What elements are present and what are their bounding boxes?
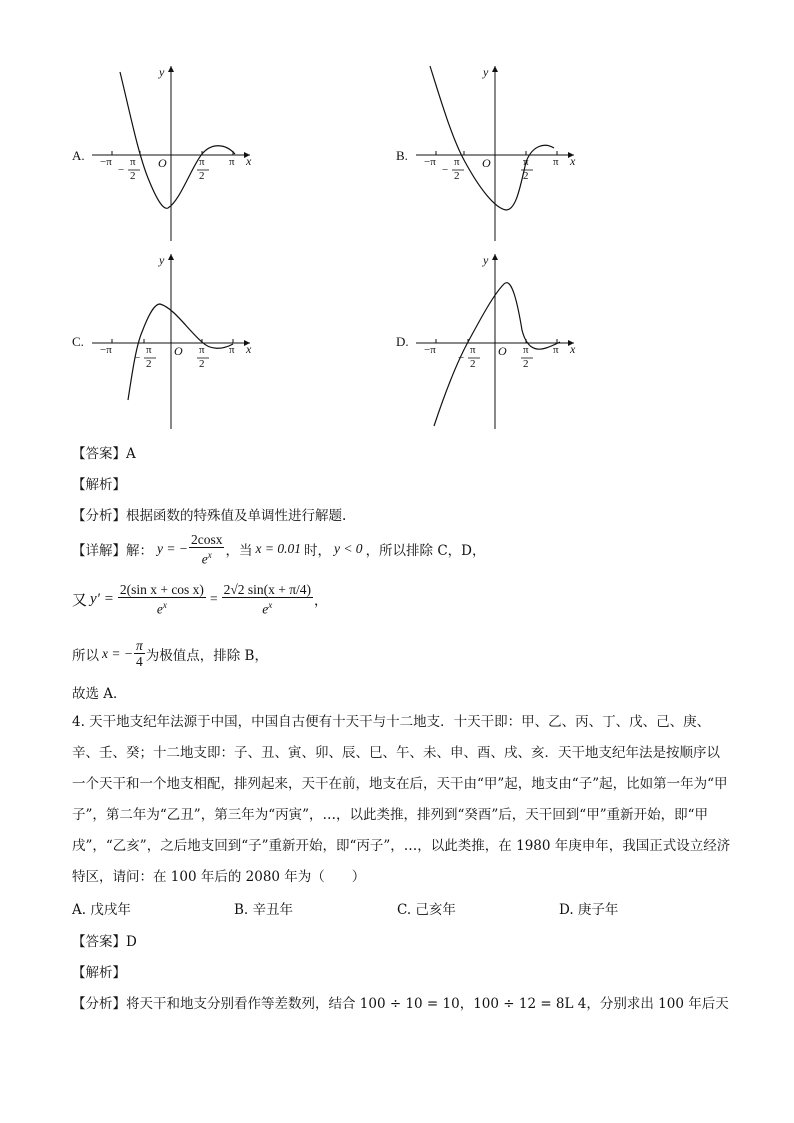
two-den: 2 [146,358,152,370]
pi-label: π [553,156,559,168]
line2-pre: 又 [72,590,88,609]
neg-sign: − [134,352,141,364]
answer-value: A [126,446,136,462]
two-den: 2 [523,170,529,182]
origin-label: O [498,344,507,358]
graph-c-plot [70,246,270,436]
choice-d[interactable]: D. 庚子年 [559,902,619,918]
frac-denominator: $e^x$ [262,600,273,617]
detail-end: ，所以排除 C，D， [365,543,486,560]
q3-extreme-line [72,638,268,669]
origin-label: O [174,344,183,358]
neg-pi-label: −π [424,156,436,168]
q4-analysis-line [72,961,126,981]
line2-yprime: y′ = [90,590,114,607]
line3-fraction [134,638,145,669]
line2-eq: = [209,591,218,607]
line2-end: ， [314,593,328,610]
graph-a-plot [70,58,270,248]
x-label: x [570,342,576,356]
x-label: x [246,342,252,356]
answer-tag: 【答案】 [72,446,126,462]
graph-option-a [70,58,270,248]
y-label: y [159,253,165,267]
q3-answer-line [72,442,136,462]
choice-c[interactable]: C. 己亥年 [397,902,456,918]
q4-text: 4. 天干地支纪年法源于中国，中国自古便有十天干与十二地支．十天干即：甲、乙、丙、丁、戊、己、庚、辛、壬、癸；十二地支即：子、丑、寅、卯、辰、巳、午、未、申、酉、戌、亥．天干地支纪年法是按顺序以一个天干和一个地支相配，排列起来，天干在前，地支在后，天干由“甲”起，地支由“子”起，比如第一年为“甲子”，第二年为“乙丑”，第三年为“丙寅”，…，以此类推，排列到“癸酉”后，天干回到“甲”重新开始，即“甲戌”，“乙亥”，之后地支回到“子”重新开始，即“丙子”，…，以此类推，在 1980 年庚申年，我国正式设立经济特区，请问：在 100 年后的 2080 年为 [72,714,731,885]
neg-sign: − [442,164,449,176]
q3-analysis-line [72,473,126,493]
option-label: C. [72,334,84,349]
q4-fenxi-line [72,992,729,1012]
pi-num: π [454,156,460,168]
frac-denominator: $e^x$ [156,600,167,617]
detail-x: x = 0.01 [255,541,301,557]
pi-num: π [470,344,476,356]
curve-b [430,66,554,210]
choice-a[interactable]: A. 戊戌年 [72,902,131,918]
option-label: A. [72,148,85,163]
line3-x: x = − [102,645,133,661]
pi-num: π [523,344,529,356]
pi-num: π [199,344,205,356]
two-den: 2 [470,358,476,370]
x-label: x [570,154,576,168]
q3-detail-line [72,532,486,567]
detail-when: 时， [303,543,331,560]
derivative-fraction-1 [118,582,206,617]
fenxi-tag: 【分析】 [72,996,126,1012]
answer-value: D [126,934,137,950]
detail-ylt: y < 0 [333,541,363,557]
pi-num: π [146,344,152,356]
y-label: y [483,253,489,267]
q4-bracket: （ ） [311,869,366,885]
answer-tag: 【答案】 [72,934,126,950]
q3-fenxi-line [72,504,346,524]
q3-derivative-line [72,582,328,617]
detail-mid: ，当 [225,543,253,560]
two-den: 2 [523,358,529,370]
x-label: x [246,154,252,168]
origin-label: O [158,156,167,170]
curve-d [434,283,560,426]
graph-b-plot [394,58,594,248]
neg-pi-label: −π [424,344,436,356]
derivative-fraction-2 [222,582,313,617]
origin-label: O [482,156,491,170]
two-den: 2 [454,170,460,182]
neg-sign: − [118,164,125,176]
frac-numerator: 2√2 sin(x + π/4) [223,582,312,597]
y-label: y [483,65,489,79]
pi-num: π [523,156,529,168]
graph-d-plot [394,246,594,436]
analysis-tag: 【解析】 [72,477,126,493]
pi-num: π [130,156,136,168]
choice-b[interactable]: B. 辛丑年 [234,902,294,918]
neg-pi-label: −π [100,344,112,356]
neg-pi-label: −π [100,156,112,168]
detail-tag: 【详解】 [72,543,126,560]
graph-option-b [394,58,594,248]
curve-a [120,72,235,208]
neg-sign: − [458,352,465,364]
detail-fraction [189,532,225,567]
pi-label: π [553,344,559,356]
two-den: 2 [199,358,205,370]
line3-end: 为极值点，排除 B， [145,647,268,664]
frac-denominator: 4 [135,654,143,669]
frac-denominator: $e^x$ [201,550,212,567]
fenxi-text: 将天干和地支分别看作等差数列，结合 100 ÷ 10 = 10，100 ÷ 12 = 8L 4，分别求出 100 年后天 [126,996,729,1012]
fenxi-text: 根据函数的特殊值及单调性进行解题. [126,508,347,524]
pi-num: π [199,156,205,168]
two-den: 2 [199,170,205,182]
two-den: 2 [130,170,136,182]
detail-pre: 解： [126,543,153,560]
option-label: B. [396,148,408,163]
analysis-tag: 【解析】 [72,965,126,981]
pi-label: π [229,344,235,356]
q4-question [72,707,732,893]
fenxi-tag: 【分析】 [72,508,126,524]
q3-conclusion: 故选 A． [72,686,127,702]
pi-label: π [229,156,235,168]
graph-option-c [70,246,270,436]
graph-option-d [394,246,594,436]
frac-numerator: π [135,638,143,653]
line3-pre: 所以 [72,647,99,664]
q4-answer-line [72,930,137,950]
frac-numerator: 2(sin x + cos x) [119,582,204,597]
frac-numerator: 2cosx [190,532,223,547]
y-label: y [159,65,165,79]
option-label: D. [396,334,409,349]
detail-eq: y = − [157,541,188,557]
